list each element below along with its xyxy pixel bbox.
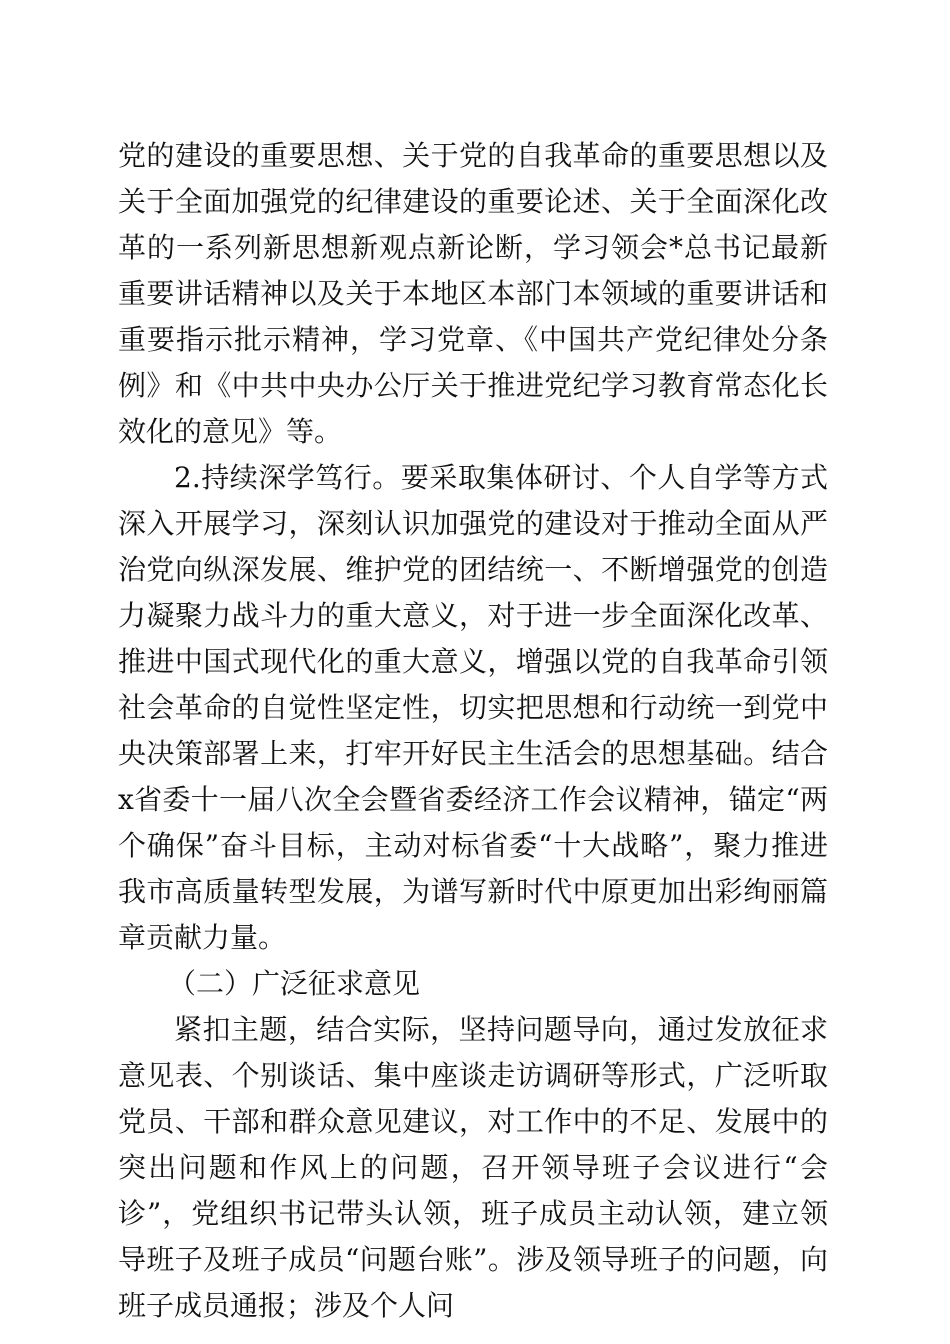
paragraph-study-practice: 2.持续深学笃行。要采取集体研讨、个人自学等方式深入开展学习，深刻认识加强党的建设对于推动全面从严治党向纵深发展、维护党的团结统一、不断增强党的创造力凝聚力战斗力的重大意义，对于进一步全面深化改革、推进中国式现代化的重大意义，增强以党的自我革命引领社会革命的自觉性坚定性，切实把思想和行动统一到党中央决策部署上来，打牢开好民主生活会的思想基础。结合x省委十一届八次全会暨省委经济工作会议精神，锚定“两个确保”奋斗目标，主动对标省委“十大战略”，聚力推进我市高质量转型发展，为谱写新时代中原更加出彩绚丽篇章贡献力量。: [118, 461, 828, 954]
section-heading-solicit-opinions: （二）广泛征求意见: [168, 967, 421, 1000]
paragraph-solicit-opinions: 紧扣主题，结合实际，坚持问题导向，通过发放征求意见表、个别谈话、集中座谈走访调研等形式，广泛听取党员、干部和群众意见建议，对工作中的不足、发展中的突出问题和作风上的问题，召开领导班子会议进行“会诊”，党组织书记带头认领，班子成员主动认领，建立领导班子及班子成员“问题台账”。涉及领导班子的问题，向班子成员通报；涉及个人问: [118, 1013, 828, 1322]
paragraph-continuation: 党的建设的重要思想、关于党的自我革命的重要思想以及关于全面加强党的纪律建设的重要论述、关于全面深化改革的一系列新思想新观点新论断，学习领会*总书记最新重要讲话精神以及关于本地区本部门本领域的重要讲话和重要指示批示精神，学习党章、《中国共产党纪律处分条例》和《中共中央办公厅关于推进党纪学习教育常态化长效化的意见》等。: [118, 139, 828, 448]
document-body: [118, 133, 828, 1329]
